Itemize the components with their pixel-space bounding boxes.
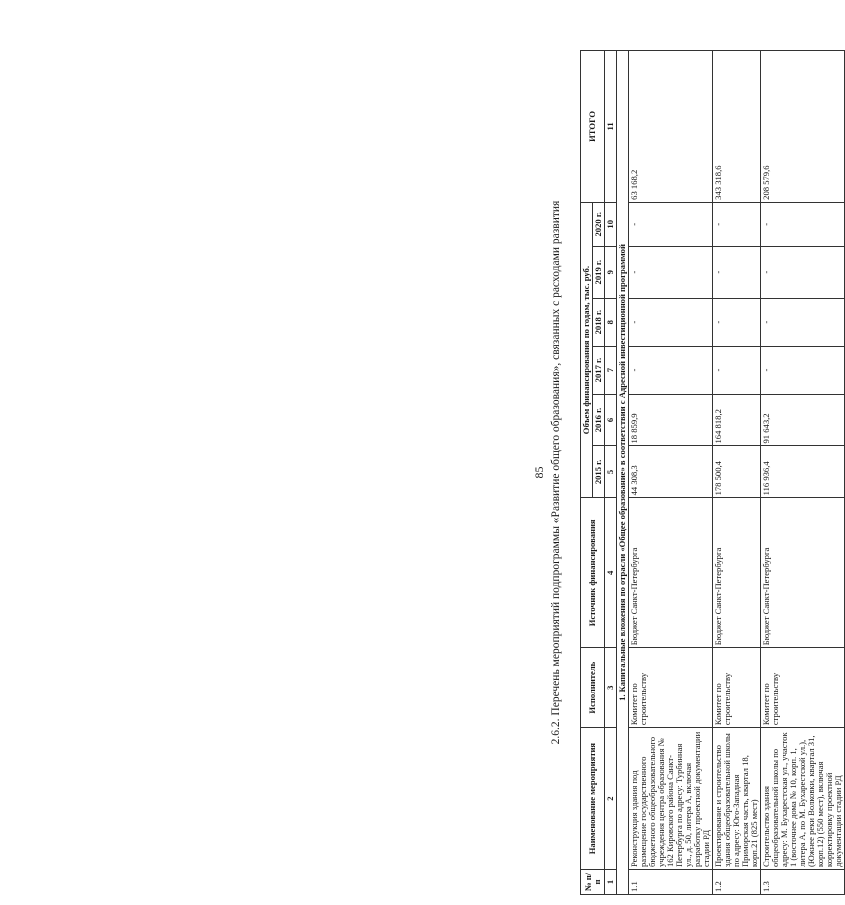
column-number: 11 (605, 51, 617, 203)
value-cell: 178 500,4 (713, 446, 761, 498)
page-number: 85 (532, 466, 546, 479)
measure-name: Строительство здания общеобразовательной школы по адресу: М. Бухарестская ул., участок 1 (восточнее дома № 10, корп. 1, литера А, по М. Бухарестской ул.), (Южнее реки Волковки, квартал 31, корп.12) (550 мест), включая корректировку проектной документации стадии РД (761, 728, 845, 870)
executor-cell: Комитет по строительству (629, 648, 713, 728)
header-year: 2016 г. (593, 394, 605, 446)
value-cell: 91 643,2 (761, 394, 845, 446)
executor-cell: Комитет по строительству (713, 648, 761, 728)
header-executor: Исполнитель (581, 648, 605, 728)
total-cell: 63 168,2 (629, 51, 713, 203)
measures-table (580, 50, 845, 895)
value-cell: - (713, 202, 761, 246)
value-cell: - (761, 246, 845, 298)
column-number: 5 (605, 446, 617, 498)
value-cell: - (629, 246, 713, 298)
source-cell: Бюджет Санкт-Петербурга (761, 498, 845, 648)
header-volume: Объем финансирования по годам, тыс. руб. (581, 202, 593, 498)
value-cell: - (761, 346, 845, 394)
column-number: 6 (605, 394, 617, 446)
header-name: Наименование мероприятия (581, 728, 605, 870)
header-year: 2018 г. (593, 298, 605, 346)
header-year: 2020 г. (593, 202, 605, 246)
category-row: 1. Капитальные вложения по отрасли «Общее образование» в соответствии с Адресной инвестиционной программой (617, 51, 629, 895)
row-number: 1.3 (761, 870, 845, 895)
executor-cell: Комитет по строительству (761, 648, 845, 728)
source-cell: Бюджет Санкт-Петербурга (629, 498, 713, 648)
column-number: 9 (605, 246, 617, 298)
row-number: 1.1 (629, 870, 713, 895)
value-cell: - (713, 346, 761, 394)
total-cell: 208 579,6 (761, 51, 845, 203)
header-year: 2015 г. (593, 446, 605, 498)
header-year: 2017 г. (593, 346, 605, 394)
value-cell: - (713, 298, 761, 346)
table-row (713, 51, 761, 895)
measure-name: Проектирование и строительство здания общеобразовательной школы по адресу: Юго-Западная Приморская часть, квартал 18, корп.21 (825 мест) (713, 728, 761, 870)
source-cell: Бюджет Санкт-Петербурга (713, 498, 761, 648)
column-number: 4 (605, 498, 617, 648)
value-cell: 164 818,2 (713, 394, 761, 446)
header-no: № п/п (581, 870, 605, 895)
value-cell: - (629, 298, 713, 346)
row-number: 1.2 (713, 870, 761, 895)
measure-name: Реконструкция здания под размещение государственного бюджетного общеобразовательного учреждения центра образования № 162 Кировского района Санкт-Петербурга по адресу: Турбинная ул., д. 50, литера А, включая разработку проектной документации стадии РД (629, 728, 713, 870)
value-cell: 44 308,3 (629, 446, 713, 498)
value-cell: 18 859,9 (629, 394, 713, 446)
header-total: ИТОГО (581, 51, 605, 203)
column-number: 2 (605, 728, 617, 870)
column-number: 3 (605, 648, 617, 728)
column-number: 8 (605, 298, 617, 346)
section-title: 2.6.2. Перечень мероприятий подпрограммы «Развитие общего образования», связанных с расходами развития (550, 200, 562, 745)
column-number: 7 (605, 346, 617, 394)
value-cell: 116 936,4 (761, 446, 845, 498)
value-cell: - (629, 346, 713, 394)
value-cell: - (713, 246, 761, 298)
column-number: 10 (605, 202, 617, 246)
value-cell: - (761, 298, 845, 346)
column-number: 1 (605, 870, 617, 895)
header-source: Источник финансирования (581, 498, 605, 648)
total-cell: 343 318,6 (713, 51, 761, 203)
header-year: 2019 г. (593, 246, 605, 298)
table-row (629, 51, 713, 895)
value-cell: - (761, 202, 845, 246)
table-row (761, 51, 845, 895)
rotated-page (80, 50, 844, 895)
value-cell: - (629, 202, 713, 246)
